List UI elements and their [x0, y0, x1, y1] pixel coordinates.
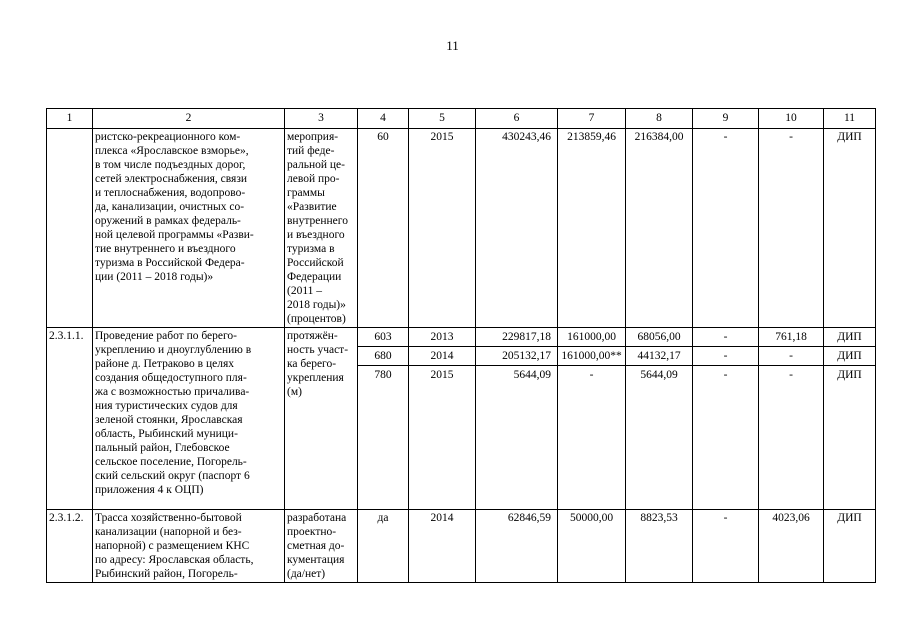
sub-total: 229817,18 — [476, 328, 557, 347]
sub-col9: - — [723, 369, 728, 381]
header-cell: 4 — [358, 109, 409, 129]
sub-year: 2015 — [430, 369, 454, 381]
value-cell: 60 — [358, 129, 409, 328]
program-table — [46, 108, 876, 583]
sub-federal: 161000,00** — [558, 347, 625, 366]
regional-cell: 8823,53 — [626, 510, 693, 583]
name-cell: ристско-рекреационного ком- плекса «Ярославское взморье», в том числе подъездных дорог, сетей электроснабжения, связи и теплоснабжения, водопрово- да, канализации, очистных со- оружений в рамках федераль- ной целевой программы «Разви- тие внутреннего и въездного туризма в Российской Федера- ции (2011 – 2018 годы)» — [93, 129, 285, 328]
indicator-cell: протяжён- ность участ- ка берего- укрепления (м) — [285, 328, 358, 510]
sub-total: 5644,09 — [513, 369, 551, 381]
federal-cell: 50000,00 — [558, 510, 626, 583]
sub-year: 2014 — [409, 347, 475, 366]
federal-subcells — [558, 328, 626, 510]
col10-cell: - — [759, 129, 824, 328]
name-cell: Трасса хозяйственно-бытовой канализации (напорной и без- напорной) с размещением КНС по адресу: Ярославская область, Рыбинский район, Погорель- — [93, 510, 285, 583]
sub-col10: - — [789, 369, 793, 381]
col9-cell: - — [693, 129, 759, 328]
header-cell: 2 — [93, 109, 285, 129]
code-cell — [47, 129, 93, 328]
col9-cell: - — [693, 510, 759, 583]
sub-col9: - — [693, 347, 758, 366]
value-subcells — [358, 328, 409, 510]
sub-executor: ДИП — [824, 347, 875, 366]
sub-value: 780 — [374, 369, 392, 381]
sub-value: 603 — [358, 328, 408, 347]
year-subcells — [409, 328, 476, 510]
header-cell: 8 — [626, 109, 693, 129]
page-number: 11 — [446, 38, 459, 53]
header-cell: 3 — [285, 109, 358, 129]
year-cell: 2015 — [409, 129, 476, 328]
header-cell: 10 — [759, 109, 824, 129]
code-cell: 2.3.1.2. — [47, 510, 93, 583]
header-cell: 1 — [47, 109, 93, 129]
regional-subcells — [626, 328, 693, 510]
sub-col10: 761,18 — [759, 328, 823, 347]
name-cell: Проведение работ по берего- укреплению и дноуглублению в районе д. Петраково в целях создания общедоступного пля- жа с возможностью причалива- ния туристических судов для зеленой стоянки, Ярославская область, Рыбинский муници- пальный район, Глебовское сельское поселение, Погорель- ский сельский округ (паспорт 6 приложения 4 к ОЦП) — [93, 328, 285, 510]
table-row — [47, 510, 876, 583]
year-cell: 2014 — [409, 510, 476, 583]
total-cell: 62846,59 — [476, 510, 558, 583]
header-cell: 9 — [693, 109, 759, 129]
sub-executor: ДИП — [824, 328, 875, 347]
federal-cell: 213859,46 — [558, 129, 626, 328]
sub-col10: - — [759, 347, 823, 366]
value-cell: да — [358, 510, 409, 583]
sub-total: 205132,17 — [476, 347, 557, 366]
col10-cell: 4023,06 — [759, 510, 824, 583]
table-row — [47, 129, 876, 328]
col10-subcells — [759, 328, 824, 510]
code-cell: 2.3.1.1. — [47, 328, 93, 510]
col9-subcells — [693, 328, 759, 510]
header-cell: 7 — [558, 109, 626, 129]
header-cell: 11 — [824, 109, 876, 129]
table-row — [47, 328, 876, 510]
sub-year: 2013 — [409, 328, 475, 347]
sub-regional: 5644,09 — [640, 369, 678, 381]
sub-regional: 68056,00 — [626, 328, 692, 347]
header-cell: 6 — [476, 109, 558, 129]
executor-subcells — [824, 328, 876, 510]
indicator-cell: мероприя- тий феде- ральной це- левой про- граммы «Развитие внутреннего и въездного туризма в Российской Федерации (2011 – 2018 годы)» (процентов) — [285, 129, 358, 328]
regional-cell: 216384,00 — [626, 129, 693, 328]
sub-federal: - — [589, 369, 594, 381]
indicator-cell: разработана проектно- сметная до- кументация (да/нет) — [285, 510, 358, 583]
sub-federal: 161000,00 — [558, 328, 625, 347]
executor-cell: ДИП — [824, 129, 876, 328]
executor-cell: ДИП — [824, 510, 876, 583]
total-cell: 430243,46 — [476, 129, 558, 328]
header-row — [47, 109, 876, 129]
header-cell: 5 — [409, 109, 476, 129]
sub-regional: 44132,17 — [626, 347, 692, 366]
sub-value: 680 — [358, 347, 408, 366]
total-subcells — [476, 328, 558, 510]
sub-col9: - — [693, 328, 758, 347]
sub-executor: ДИП — [837, 369, 862, 381]
